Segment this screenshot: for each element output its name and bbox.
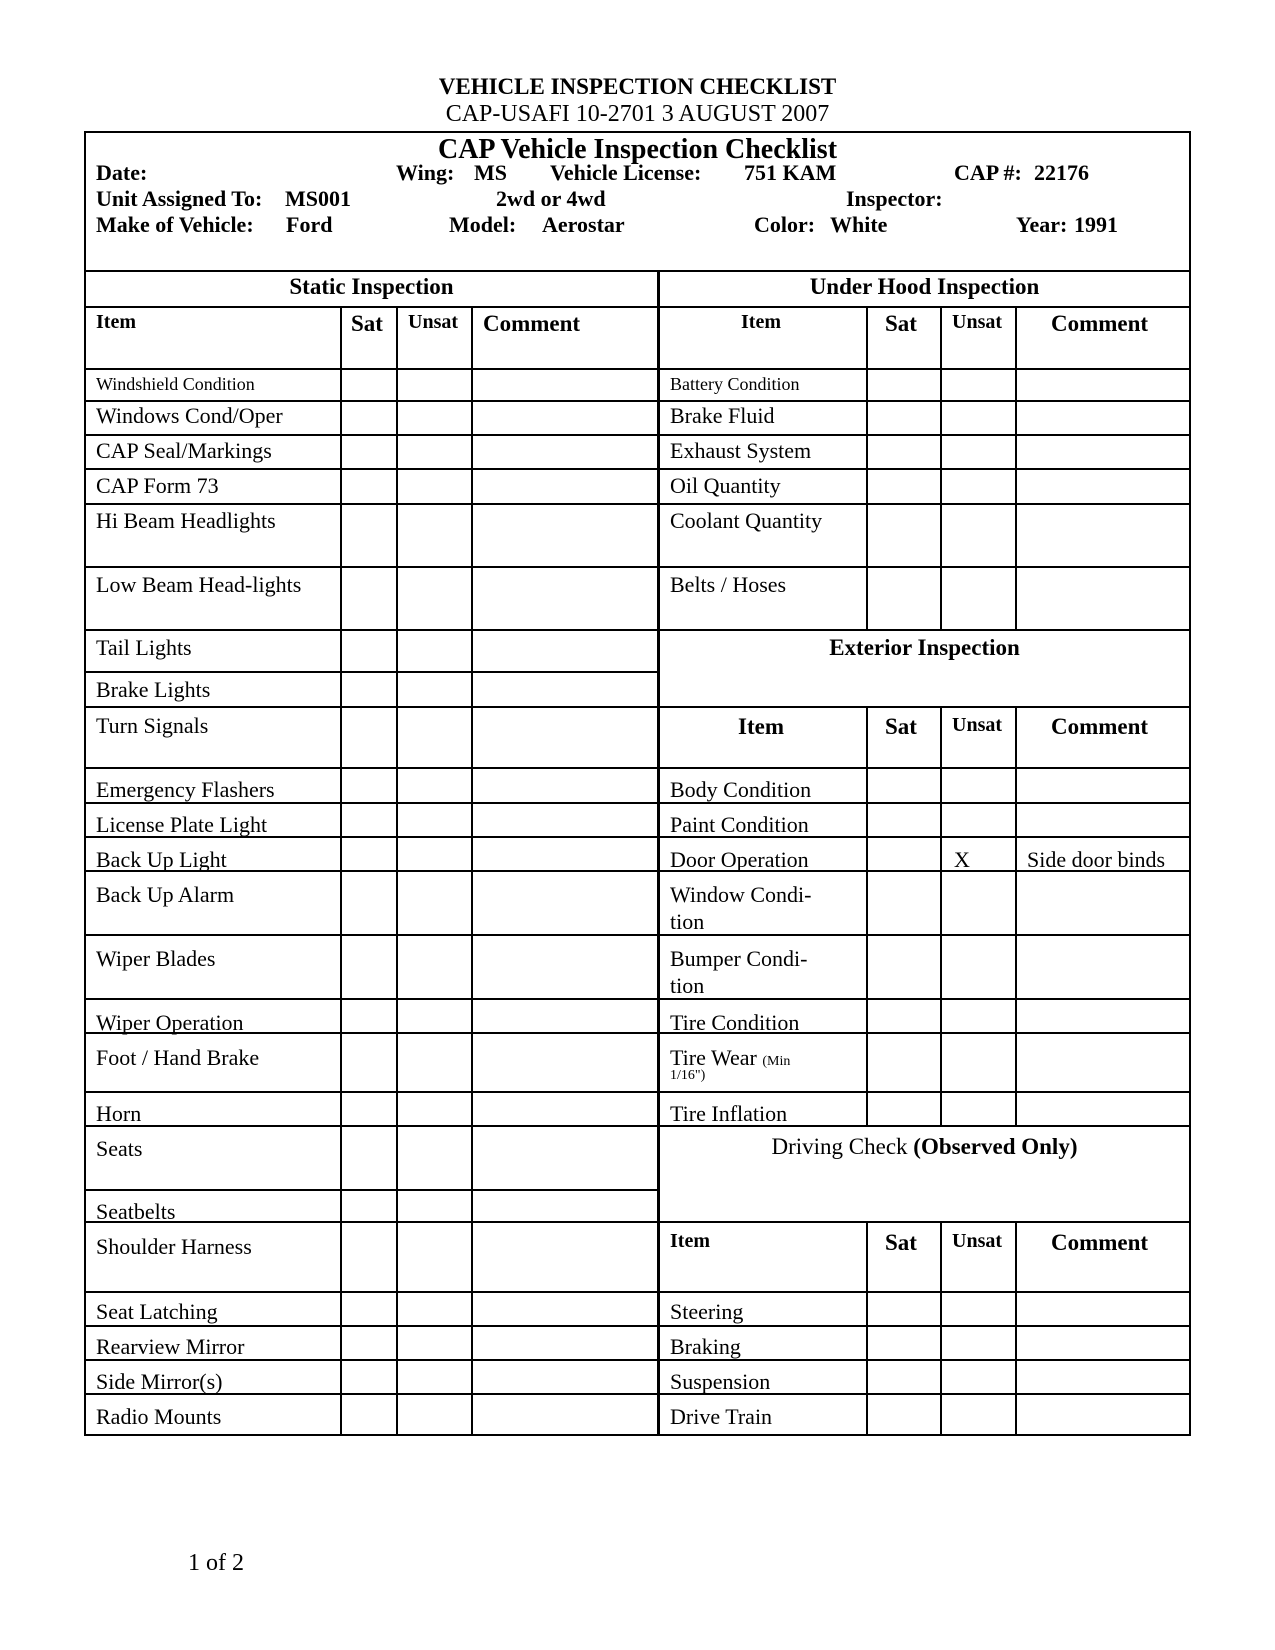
driving-check-title-plain: Driving Check bbox=[771, 1134, 908, 1159]
static-item: Horn bbox=[96, 1101, 142, 1126]
hood-comment-header: Comment bbox=[1051, 311, 1149, 336]
grid-line bbox=[84, 306, 1190, 308]
hood-unsat-header: Unsat bbox=[952, 311, 1003, 333]
grid-line bbox=[84, 1091, 1190, 1093]
exterior-item-cont: tion bbox=[670, 909, 705, 934]
static-item: Seat Latching bbox=[96, 1299, 218, 1324]
static-item: Wiper Operation bbox=[96, 1010, 244, 1035]
hood-item: Oil Quantity bbox=[670, 473, 781, 498]
static-item: Windshield Condition bbox=[96, 374, 255, 394]
grid-line bbox=[84, 1189, 658, 1191]
color-label: Color: bbox=[754, 212, 816, 237]
grid-line bbox=[1015, 306, 1017, 629]
grid-line bbox=[84, 1032, 1190, 1034]
grid-line bbox=[658, 706, 1190, 708]
exterior-inspection-title: Exterior Inspection bbox=[829, 635, 1020, 660]
tire-wear-label: Tire Wear bbox=[670, 1045, 757, 1070]
inspector-label: Inspector: bbox=[846, 186, 943, 211]
static-item: Windows Cond/Oper bbox=[96, 403, 283, 428]
grid-line bbox=[340, 706, 342, 1436]
exterior-item: Bumper Condi- bbox=[670, 946, 808, 971]
driving-check-title-bold: (Observed Only) bbox=[913, 1134, 1078, 1159]
grid-line bbox=[658, 1221, 1190, 1223]
static-item: License Plate Light bbox=[96, 812, 268, 837]
door-operation-comment: Side door binds bbox=[1027, 847, 1166, 872]
grid-line bbox=[84, 1125, 1190, 1127]
exterior-unsat-header: Unsat bbox=[952, 714, 1003, 736]
exterior-item: Window Condi- bbox=[670, 882, 812, 907]
exterior-item: Body Condition bbox=[670, 777, 812, 802]
door-operation-unsat-mark: X bbox=[954, 847, 970, 872]
static-item: Tail Lights bbox=[96, 635, 192, 660]
grid-line bbox=[471, 306, 473, 629]
unit-assigned-label: Unit Assigned To: bbox=[96, 186, 263, 211]
static-item-header: Item bbox=[96, 311, 136, 333]
static-item: CAP Form 73 bbox=[96, 473, 219, 498]
grid-line bbox=[657, 270, 660, 1436]
static-item: Rearview Mirror bbox=[96, 1334, 245, 1359]
grid-line bbox=[84, 998, 1190, 1000]
year-value: 1991 bbox=[1074, 212, 1118, 237]
grid-line bbox=[84, 368, 1190, 370]
date-label: Date: bbox=[96, 160, 148, 185]
driving-item-header: Item bbox=[670, 1230, 710, 1252]
grid-line bbox=[658, 767, 1190, 769]
hood-item-header: Item bbox=[741, 311, 781, 333]
grid-line bbox=[84, 270, 1190, 272]
exterior-item: Paint Condition bbox=[670, 812, 809, 837]
cap-number-label: CAP #: bbox=[954, 160, 1022, 185]
exterior-item-cont: tion bbox=[670, 973, 705, 998]
vehicle-license-value: 751 KAM bbox=[744, 160, 837, 185]
driving-unsat-header: Unsat bbox=[952, 1230, 1003, 1252]
exterior-item-header: Item bbox=[738, 714, 784, 739]
grid-line bbox=[84, 629, 1190, 631]
under-hood-inspection-title: Under Hood Inspection bbox=[809, 274, 1040, 299]
static-item: Seats bbox=[96, 1136, 143, 1161]
hood-item: Battery Condition bbox=[670, 374, 800, 394]
static-item: Low Beam Head-lights bbox=[96, 572, 302, 597]
static-item: Emergency Flashers bbox=[96, 777, 275, 802]
grid-line bbox=[84, 434, 1190, 436]
grid-line bbox=[866, 706, 868, 1125]
grid-line bbox=[84, 503, 1190, 505]
static-item: Back Up Light bbox=[96, 847, 227, 872]
driving-item: Braking bbox=[670, 1334, 741, 1359]
static-item: Turn Signals bbox=[96, 713, 209, 738]
grid-line bbox=[84, 1359, 1190, 1361]
wing-value: MS bbox=[474, 160, 507, 185]
drive-type-label: 2wd or 4wd bbox=[496, 186, 606, 211]
static-item: Side Mirror(s) bbox=[96, 1369, 223, 1394]
hood-item: Coolant Quantity bbox=[670, 508, 823, 533]
grid-line bbox=[84, 934, 1190, 936]
grid-line bbox=[84, 1291, 1190, 1293]
grid-line bbox=[396, 629, 398, 706]
year-label: Year: bbox=[1016, 212, 1068, 237]
driving-comment-header: Comment bbox=[1051, 1230, 1149, 1255]
hood-sat-header: Sat bbox=[885, 311, 917, 336]
exterior-comment-header: Comment bbox=[1051, 714, 1149, 739]
static-unsat-header: Unsat bbox=[408, 311, 459, 333]
grid-line bbox=[1015, 706, 1017, 1125]
model-value: Aerostar bbox=[542, 212, 625, 237]
driving-item: Steering bbox=[670, 1299, 744, 1324]
static-item: Hi Beam Headlights bbox=[96, 508, 276, 533]
grid-line bbox=[940, 306, 942, 629]
document-subtitle: CAP-USAFI 10-2701 3 AUGUST 2007 bbox=[445, 101, 830, 127]
grid-line bbox=[340, 306, 342, 629]
static-item: Back Up Alarm bbox=[96, 882, 235, 907]
static-inspection-title: Static Inspection bbox=[289, 274, 454, 299]
model-label: Model: bbox=[449, 212, 517, 237]
document-title: VEHICLE INSPECTION CHECKLIST bbox=[438, 74, 837, 99]
static-item: Brake Lights bbox=[96, 677, 211, 702]
hood-item: Belts / Hoses bbox=[670, 572, 787, 597]
tire-wear-note-cont: 1/16") bbox=[670, 1068, 706, 1083]
static-sat-header: Sat bbox=[351, 311, 383, 336]
exterior-item: Tire Condition bbox=[670, 1010, 800, 1035]
exterior-item: Tire Inflation bbox=[670, 1101, 788, 1126]
static-item: CAP Seal/Markings bbox=[96, 438, 272, 463]
grid-line bbox=[84, 767, 658, 769]
cap-number-value: 22176 bbox=[1034, 160, 1089, 185]
grid-line bbox=[84, 1393, 1190, 1395]
driving-sat-header: Sat bbox=[885, 1230, 917, 1255]
page-number: 1 of 2 bbox=[188, 1550, 244, 1576]
grid-line bbox=[84, 1325, 1190, 1327]
exterior-item: Door Operation bbox=[670, 847, 809, 872]
grid-line bbox=[84, 566, 1190, 568]
vehicle-license-label: Vehicle License: bbox=[550, 160, 702, 185]
color-value: White bbox=[830, 212, 888, 237]
static-item: Foot / Hand Brake bbox=[96, 1045, 260, 1070]
grid-line bbox=[396, 706, 398, 1436]
static-item: Seatbelts bbox=[96, 1199, 176, 1224]
driving-check-title bbox=[659, 1134, 1190, 1160]
static-item: Wiper Blades bbox=[96, 946, 216, 971]
grid-line bbox=[471, 706, 473, 1436]
grid-line bbox=[940, 1221, 942, 1436]
grid-line bbox=[471, 629, 473, 706]
driving-item: Drive Train bbox=[670, 1404, 773, 1429]
driving-item: Suspension bbox=[670, 1369, 771, 1394]
unit-assigned-value: MS001 bbox=[285, 186, 351, 211]
tire-wear-note: (Min bbox=[762, 1054, 791, 1069]
hood-item: Exhaust System bbox=[670, 438, 812, 463]
static-comment-header: Comment bbox=[483, 311, 581, 336]
grid-line bbox=[866, 306, 868, 629]
wing-label: Wing: bbox=[396, 160, 455, 185]
grid-line bbox=[1015, 1221, 1017, 1436]
grid-line bbox=[866, 1221, 868, 1436]
exterior-sat-header: Sat bbox=[885, 714, 917, 739]
hood-item: Brake Fluid bbox=[670, 403, 775, 428]
grid-line bbox=[84, 870, 1190, 872]
grid-line bbox=[84, 706, 658, 708]
make-value: Ford bbox=[286, 212, 333, 237]
static-item: Radio Mounts bbox=[96, 1404, 222, 1429]
make-label: Make of Vehicle: bbox=[96, 212, 254, 237]
static-item: Shoulder Harness bbox=[96, 1234, 252, 1259]
grid-line bbox=[940, 706, 942, 1125]
grid-line bbox=[84, 468, 1190, 470]
form-title: CAP Vehicle Inspection Checklist bbox=[437, 134, 838, 165]
grid-line bbox=[396, 306, 398, 629]
grid-line bbox=[340, 629, 342, 706]
grid-line bbox=[84, 671, 658, 673]
